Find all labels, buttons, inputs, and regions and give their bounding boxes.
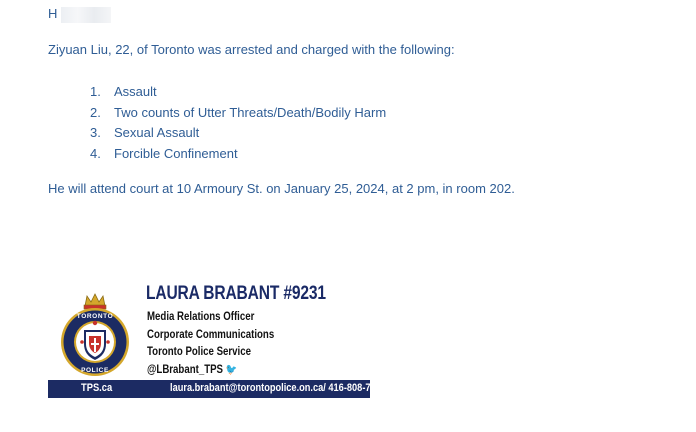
intro-paragraph: Ziyuan Liu, 22, of Toronto was arrested and charged with the following: xyxy=(48,42,455,57)
list-item xyxy=(90,103,386,124)
charge-text: Assault xyxy=(114,84,157,99)
charge-text: Forcible Confinement xyxy=(114,145,238,161)
twitter-bird-icon[interactable]: 🐦 xyxy=(225,364,238,376)
toronto-police-badge-logo xyxy=(58,292,132,378)
list-number: 1. xyxy=(90,84,101,99)
charge-text: Two counts of Utter Threats/Death/Bodily Harm xyxy=(114,104,387,120)
website-link[interactable]: TPS.ca xyxy=(81,382,113,394)
signature-twitter[interactable] xyxy=(147,363,237,376)
list-item xyxy=(90,123,386,144)
list-item xyxy=(90,144,386,165)
logo-bottom-text: POLICE xyxy=(81,367,109,374)
list-number: 3. xyxy=(90,125,101,140)
charges-list xyxy=(90,82,386,164)
signature-organization: Toronto Police Service xyxy=(147,346,251,358)
redacted-name xyxy=(61,7,111,23)
court-date-paragraph: He will attend court at 10 Armoury St. on January 25, 2024, at 2 pm, in room 202. xyxy=(48,181,515,196)
greeting xyxy=(48,6,111,23)
greeting-text: H xyxy=(48,6,58,21)
logo-top-text: TORONTO xyxy=(76,313,114,320)
list-item xyxy=(90,82,386,103)
twitter-handle[interactable]: @LBrabant_TPS xyxy=(147,364,223,376)
email-phone-link[interactable]: laura.brabant@torontopolice.on.ca/ 416-808-7090 xyxy=(170,382,386,394)
signature-contact-bar xyxy=(48,380,386,398)
signature-name: LAURA BRABANT #9231 xyxy=(146,283,326,304)
charge-text: Sexual Assault xyxy=(114,125,200,140)
signature-department: Corporate Communications xyxy=(147,329,275,341)
signature-title: Media Relations Officer xyxy=(147,311,255,323)
list-number: 4. xyxy=(90,145,101,161)
list-number: 2. xyxy=(90,104,101,120)
